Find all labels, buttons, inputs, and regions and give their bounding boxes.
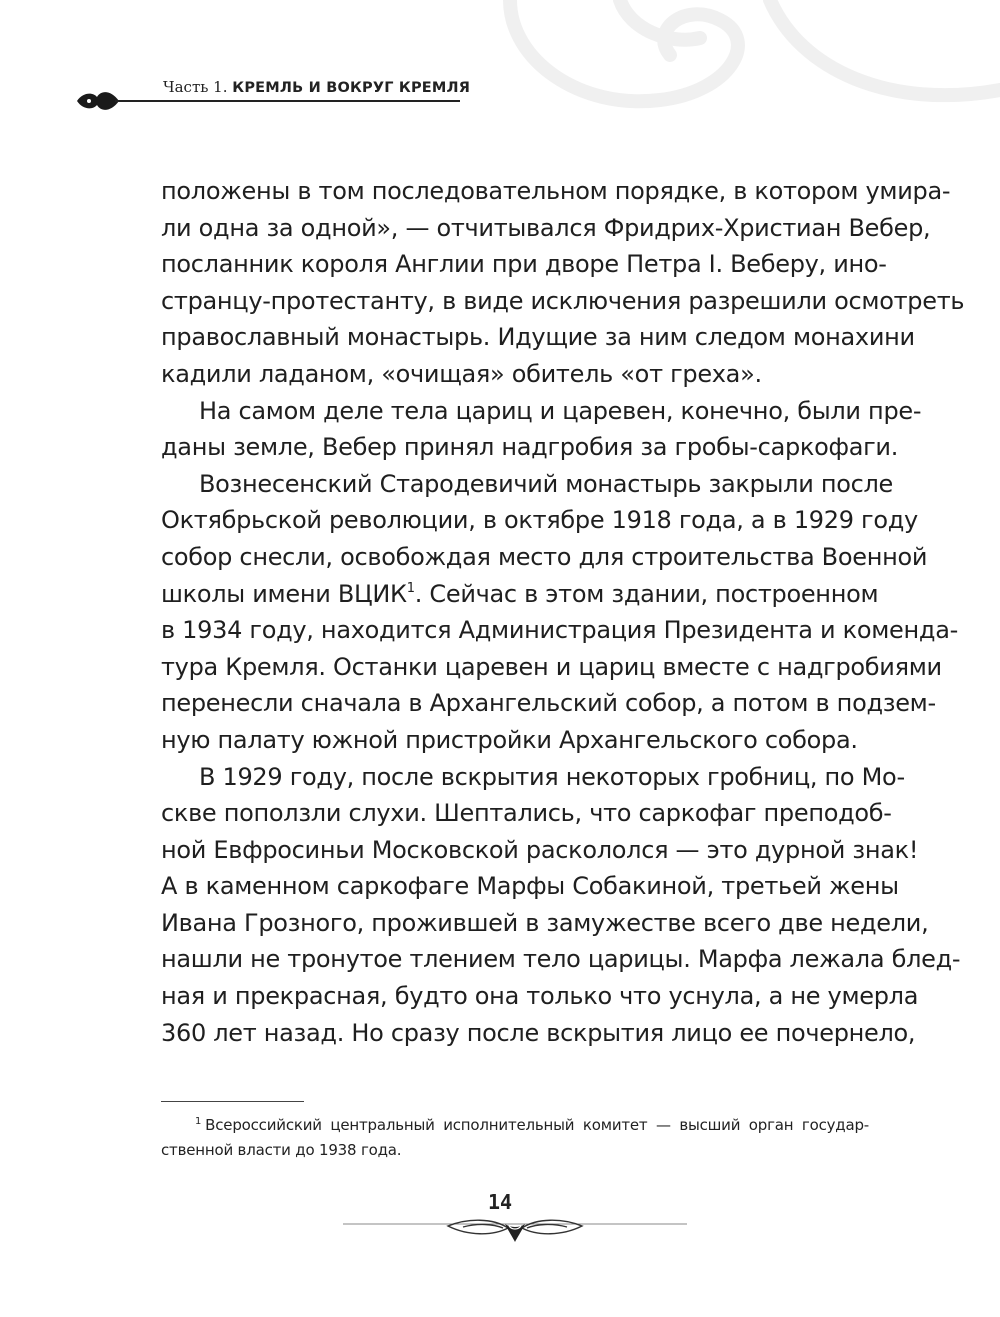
body-text <box>161 173 965 1051</box>
text-line: в 1934 году, находится Администрация Президента и коменда- <box>161 616 958 645</box>
text-line: ную палату южной пристройки Архангельского собора. <box>161 725 858 754</box>
paragraph-1 <box>161 173 965 393</box>
part-label: Часть 1. <box>163 78 228 96</box>
text-line: кадили ладаном, «очищая» обитель «от греха». <box>161 359 762 388</box>
footnote-line <box>161 1109 869 1138</box>
text-line: православный монастырь. Идущие за ним следом монахини <box>161 323 915 352</box>
header-rule <box>115 100 460 102</box>
text-line: скве поползли слухи. Шептались, что саркофаг преподоб- <box>161 799 892 828</box>
text-line: перенесли сначала в Архангельский собор, а потом в подзем- <box>161 689 936 718</box>
text-line: странцу-протестанту, в виде исключения разрешили осмотреть <box>161 286 965 315</box>
text-line: На самом деле тела цариц и царевен, конечно, были пре- <box>199 396 922 425</box>
footnote <box>161 1109 869 1163</box>
footnote-rule <box>161 1101 304 1102</box>
section-title: КРЕМЛЬ И ВОКРУГ КРЕМЛЯ <box>232 80 471 96</box>
text-line: нашли не тронутое тлением тело царицы. Марфа лежала блед- <box>161 945 961 974</box>
text-line: тура Кремля. Останки царевен и цариц вместе с надгробиями <box>161 652 942 681</box>
text-line: Октябрьской революции, в октябре 1918 года, а в 1929 году <box>161 506 918 535</box>
running-header <box>75 74 475 124</box>
text-line: В 1929 году, после вскрытия некоторых гробниц, по Мо- <box>199 762 905 791</box>
text-line <box>161 576 879 613</box>
paragraph-2 <box>161 393 922 466</box>
text-line: даны земле, Вебер принял надгробия за гробы-саркофаги. <box>161 433 899 462</box>
text-line: собор снесли, освобождая место для строительства Военной <box>161 542 928 571</box>
header-title <box>163 78 470 96</box>
background-swirl-ornament <box>470 0 1000 160</box>
footnote-text: Всероссийский центральный исполнительный комитет — высший орган государ- <box>205 1116 869 1134</box>
text-line: А в каменном саркофаге Марфы Собакиной, третьей жены <box>161 872 899 901</box>
text-line: ли одна за одной», — отчитывался Фридрих-Христиан Вебер, <box>161 213 931 242</box>
text-line: Ивана Грозного, прожившей в замужестве всего две недели, <box>161 908 929 937</box>
text-line: 360 лет назад. Но сразу после вскрытия лицо ее почернело, <box>161 1018 916 1047</box>
text-line: ная и прекрасная, будто она только что уснула, а не умерла <box>161 982 919 1011</box>
text-line: посланник короля Англии при дворе Петра I. Веберу, ино- <box>161 250 887 279</box>
text-line: Вознесенский Стародевичий монастырь закрыли после <box>199 469 894 498</box>
footer-ornament-icon <box>343 1214 687 1244</box>
text-line: ной Евфросиньи Московской раскололся — это дурной знак! <box>161 835 919 864</box>
text-fragment: . Сейчас в этом здании, построенном <box>414 579 879 608</box>
text-fragment: школы имени ВЦИК <box>161 579 407 608</box>
footnote-line: ственной власти до 1938 года. <box>161 1141 402 1159</box>
footnote-mark: 1 <box>195 1116 202 1127</box>
paragraph-4 <box>161 759 961 1052</box>
footnote-reference[interactable]: 1 <box>406 580 415 596</box>
page-number: 14 <box>487 1190 513 1214</box>
text-line: положены в том последовательном порядке, в котором умира- <box>161 177 951 205</box>
paragraph-3 <box>161 466 958 759</box>
